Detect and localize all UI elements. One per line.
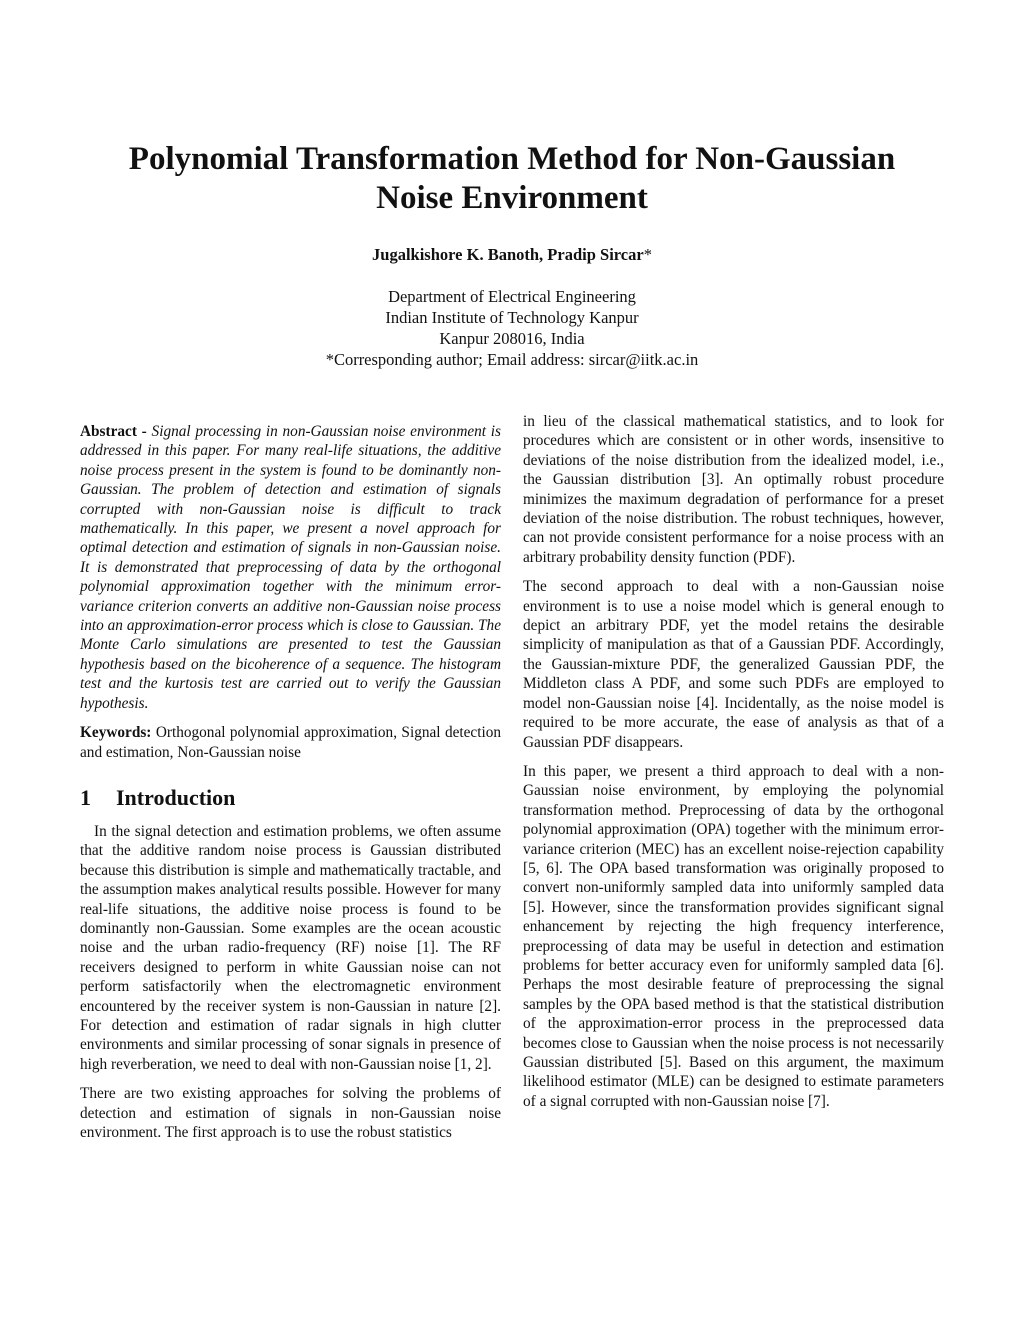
corresponding-mark: * — [643, 245, 652, 264]
affiliation-city: Kanpur 208016, India — [439, 329, 585, 348]
abstract-label: Abstract - — [80, 423, 147, 440]
section-number: 1 — [80, 784, 91, 810]
abstract-text: Signal processing in non-Gaussian noise environment is addressed in this paper. For many real-life situations, the additive noise process present in the system is found to be dominantly non-Gaussian. The problem of detection and estimation of signals corrupted with non-Gaussian noise is difficult to track mathematically. In this paper, we present a novel approach for optimal detection and estimation of signals in non-Gaussian noise. It is demonstrated that preprocessing of data by the orthogonal polynomial approximation together with the minimum error-variance criterion converts an additive non-Gaussian noise process into an approximation-error process which is close to Gaussian. The Monte Carlo simulations are presented to test the Gaussian hypothesis based on the bicoherence of a sequence. The histogram test and the kurtosis test are carried out to verify the Gaussian hypothesis. — [80, 423, 502, 712]
section-heading-introduction — [80, 784, 501, 812]
intro-paragraph-1: In the signal detection and estimation problems, we often assume that the additive random noise process is Gaussian distributed because this distribution is simple and mathematically tractable, and the assumption makes analytical results possible. However for many real-life situations, the additive noise process is found to be dominantly non-Gaussian. Some examples are the ocean acoustic noise and the urban radio-frequency (RF) noise [1]. The RF receivers designed to perform in white Gaussian noise can not perform satisfactorily when the electromagnetic environment encountered by the receiver system is non-Gaussian in nature [2]. For detection and estimation of radar signals in high clutter environments and similar processing of sonar signals in presence of high reverberation, we need to deal with non-Gaussian noise [1, 2]. — [80, 822, 501, 1073]
author-list — [60, 244, 964, 266]
section-title: Introduction — [116, 784, 236, 810]
left-column — [80, 422, 501, 1152]
right-paragraph-1: in lieu of the classical mathematical statistics, and to look for procedures which are consistent or in other words, insensitive to deviations of the noise distribution from the idealized model, i.e., the Gaussian distribution [3]. An optimally robust procedure minimizes the maximum degradation of performance for a preset deviation of the noise distribution. The robust techniques, however, can not provide consistent performance for a noise process with an arbitrary probability density function (PDF). — [523, 413, 944, 566]
affiliation-institute: Indian Institute of Technology Kanpur — [385, 308, 639, 327]
abstract-paragraph — [80, 422, 501, 713]
title-line-2: Noise Environment — [376, 180, 648, 216]
keywords-text: Orthogonal polynomial approximation, Signal detection and estimation, Non-Gaussian noise — [80, 724, 502, 761]
intro-paragraph-2: There are two existing approaches for solving the problems of detection and estimation of signals in non-Gaussian noise environment. The first approach is to use the robust statistics — [80, 1085, 501, 1141]
right-column — [523, 412, 944, 1121]
keywords-label: Keywords: — [80, 724, 152, 742]
affiliation-department: Department of Electrical Engineering — [388, 287, 636, 306]
paper-title — [60, 140, 964, 218]
author-names: Jugalkishore K. Banoth, Pradip Sircar — [372, 245, 644, 264]
right-paragraph-2: The second approach to deal with a non-Gaussian noise environment is to use a noise model which is general enough to depict an arbitrary PDF, yet the model retains the desirable simplicity of manipulation as that of a Gaussian PDF. Accordingly, the Gaussian-mixture PDF, the generalized Gaussian PDF, the Middleton class A PDF, and some such PDFs are employed to model non-Gaussian noise [4]. Incidentally, as the noise model is required to be more accurate, the ease of analysis as that of a Gaussian PDF disappears. — [523, 578, 944, 751]
corresponding-author-email: *Corresponding author; Email address: sircar@iitk.ac.in — [325, 350, 699, 369]
affiliation-block — [60, 286, 964, 370]
keywords-paragraph — [80, 723, 501, 762]
title-line-1: Polynomial Transformation Method for Non-Gaussian — [128, 141, 896, 177]
right-paragraph-3: In this paper, we present a third approach to deal with a non-Gaussian noise environment, by employing the polynomial transformation method. Preprocessing of data by the orthogonal polynomial approximation (OPA) together with the minimum error-variance criterion (MEC) has an excellent noise-rejection capability [5, 6]. The OPA based transformation was originally proposed to convert non-uniformly sampled data into uniformly sampled data [5]. However, since the transformation provides significant signal enhancement by rejecting the high frequency interference, preprocessing of data may be useful in detection and estimation problems for better accuracy even for uniformly sampled data [6]. Perhaps the most desirable feature of preprocessing the signal samples by the OPA based method is that the statistical distribution of the approximation-error process in the preprocessed data becomes close to Gaussian when the noise process is not necessarily Gaussian distributed [5]. Based on this argument, the maximum likelihood estimator (MLE) can be designed to estimate parameters of a signal corrupted with non-Gaussian noise [7]. — [523, 762, 944, 1110]
